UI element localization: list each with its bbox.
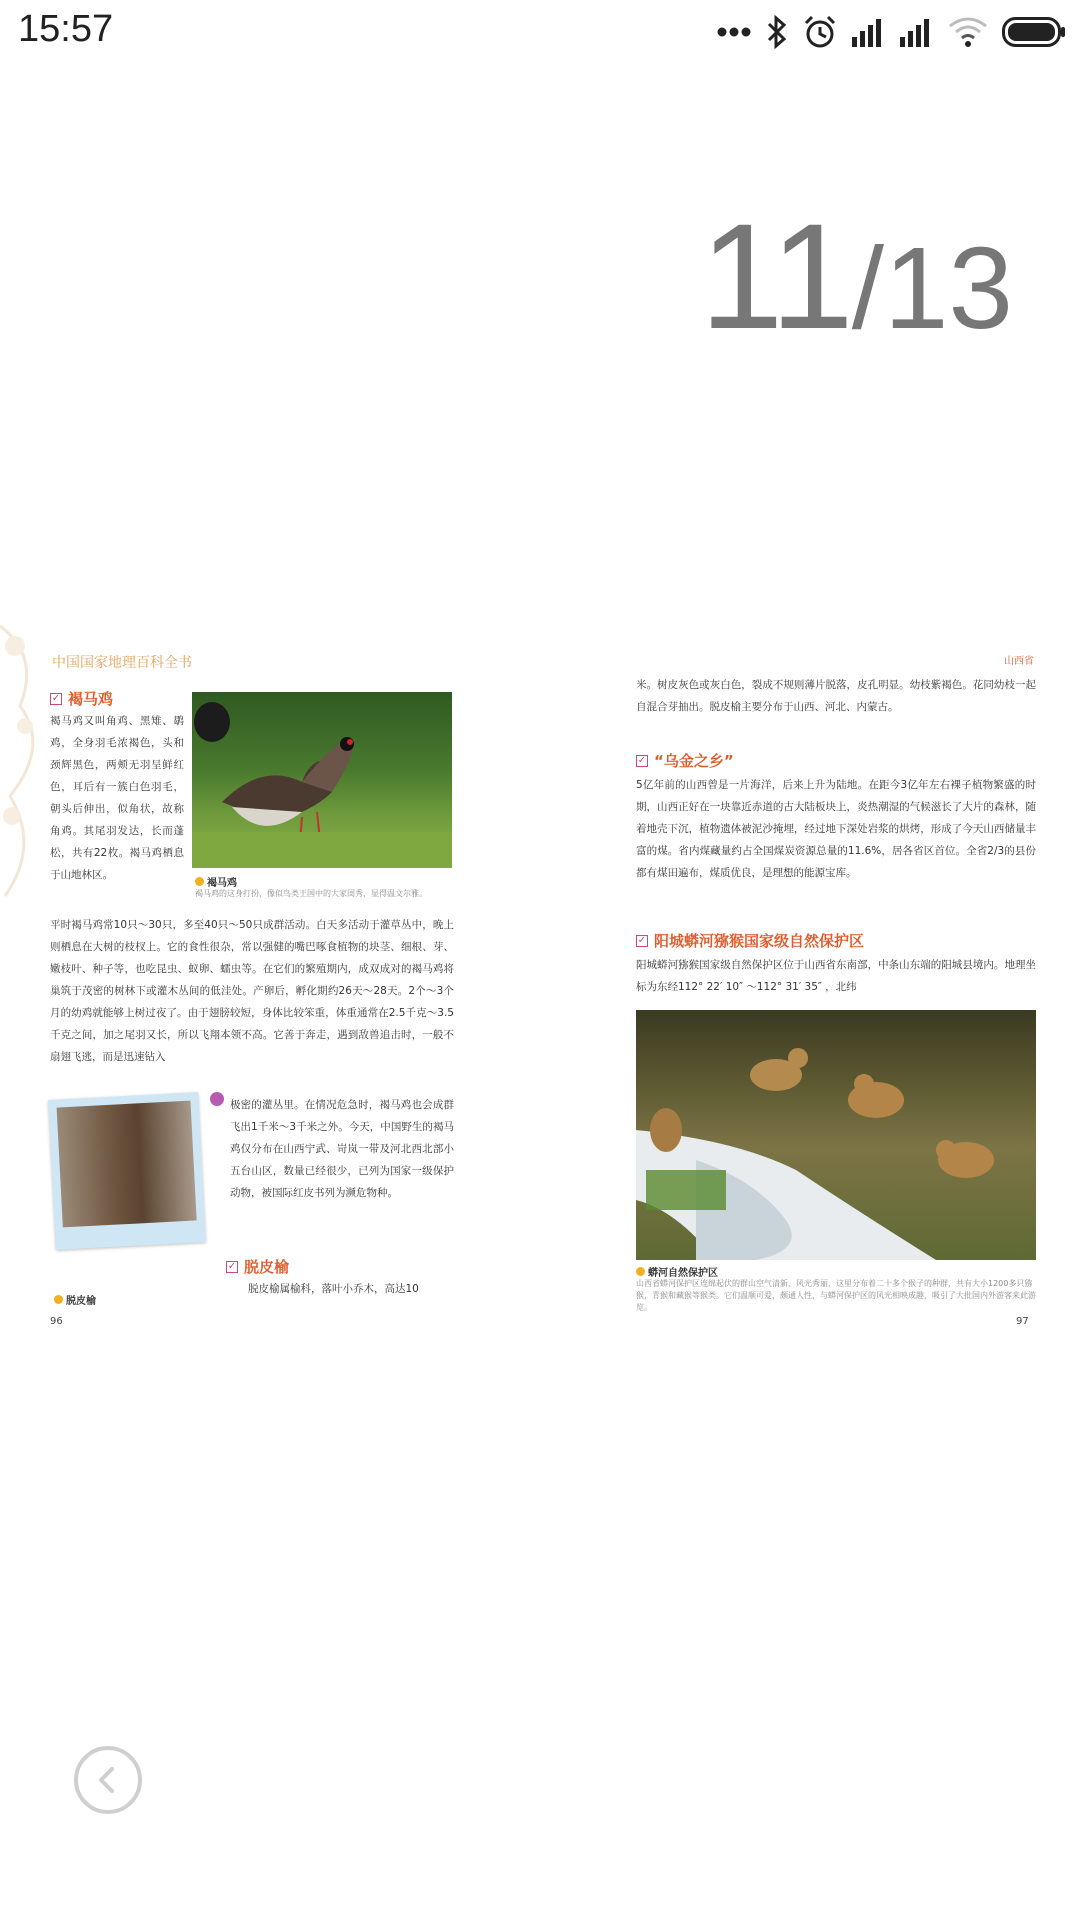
status-bar (0, 0, 1080, 64)
section-body-text: 脱皮榆属榆科，落叶小乔木，高达10 (248, 1283, 419, 1295)
section-body-text: 阳城蟒河猕猴国家级自然保护区位于山西省东南部，中条山东端的阳城县境内。地理坐标为东经112° 22′ 10″ ～112° 31′ 35″ ，北纬 (636, 959, 1036, 993)
current-page-number: 11 (700, 192, 852, 360)
book-spread-image[interactable] (0, 616, 1080, 1336)
more-notifications-icon (716, 26, 752, 38)
photo-macaques-stream (636, 1010, 1036, 1260)
wifi-icon (948, 16, 988, 48)
caption-bullet-icon (54, 1295, 63, 1304)
check-icon: ✓ (227, 1260, 237, 1272)
pin-icon (210, 1092, 224, 1106)
check-icon: ✓ (637, 754, 647, 766)
section-heading-brown-eared-pheasant (50, 688, 113, 709)
page-number: 96 (50, 1316, 63, 1327)
left-page (0, 616, 540, 1336)
back-button[interactable] (74, 1746, 142, 1814)
section-body-continued: 极密的灌丛里。在情况危急时，褐马鸡也会成群飞出1千米～3千米之外。今天，中国野生的褐马鸡仅分布在山西宁武、岢岚一带及河北西北部小五台山区，数量已经很少，已列为国家一级保护动物，被国际红皮书列为濒危物种。 (230, 1099, 454, 1199)
section-intro-text: 褐马鸡又叫角鸡、黑雉、鹖鸡，全身羽毛浓褐色，头和颈辉黑色，两颊无羽呈鲜红色，耳后有一簇白色羽毛，朝头后伸出，似角状，故称角鸡。其尾羽发达，长而蓬松，共有22枚。褐马鸡栖息于山地林区。 (50, 715, 184, 881)
photo-frame (48, 1092, 206, 1250)
section-body-text: 平时褐马鸡常10只～30只，多至40只～50只成群活动。白天多活动于灌草丛中，晚上则栖息在大树的枝杈上。它的食性很杂，常以强健的嘴巴啄食植物的块茎、细根、芽、嫩枝叶、种子等，也吃昆虫、蚁卵、蠕虫等。在它们的繁殖期内，成双成对的褐马鸡将巢筑于茂密的树林下或灌木丛间的低洼处。产卵后，孵化期约26天～28天。2个～3个月的幼鸡就能够上树过夜了。由于翅膀较短，身体比较笨重，体重通常在2.5千克～3.5千克之间，加之尾羽又长，所以飞翔本领不高。它善于奔走，遇到敌兽追击时，一般不扇翅飞逃，而是迅速钻入 (50, 919, 454, 1063)
section-heading-elm (226, 1256, 289, 1277)
alarm-icon (802, 14, 838, 50)
photo-caption: 脱皮榆 (54, 1292, 96, 1307)
battery-icon (1002, 17, 1066, 47)
section-body-text: 米。树皮灰色或灰白色，裂成不规则薄片脱落，皮孔明显。幼枝紫褐色。花同幼枝一起自混合芽抽出。脱皮榆主要分布于山西、河北、内蒙古。 (636, 679, 1036, 713)
signal-icon (852, 17, 886, 47)
book-series-title: 中国国家地理百科全书 (52, 655, 192, 671)
section-title: “乌金之乡” (654, 752, 734, 770)
section-heading-reserve (636, 930, 864, 951)
section-title: 褐马鸡 (68, 690, 114, 708)
status-time: 15:57 (18, 8, 114, 50)
right-page (540, 616, 1080, 1336)
back-chevron-icon (93, 1765, 123, 1795)
caption-bullet-icon (636, 1267, 645, 1276)
section-title: 脱皮榆 (244, 1258, 290, 1276)
bluetooth-icon (766, 15, 788, 49)
photo-brown-eared-pheasant (192, 692, 452, 868)
total-pages: /13 (851, 223, 1013, 353)
section-title: 阳城蟒河猕猴国家级自然保护区 (654, 932, 865, 950)
photo-caption-text: 山西省蟒河保护区连绵起伏的群山空气清新、风光秀丽，这里分布着二十多个猴子的种群，共有大小1200多只猕猴，青猴和藏猴等猴类。它们温顺可爱，颇通人性，与蟒河保护区的风光相映成趣，吸引了大批国内外游客来此游览。 (636, 1279, 1036, 1312)
status-icons (716, 10, 1066, 54)
province-label: 山西省 (1004, 656, 1034, 667)
signal-icon-2 (900, 17, 934, 47)
page-counter (700, 190, 1013, 363)
photo-caption-text: 褐马鸡的这身打扮，像似鸟类王国中的大家闺秀，显得温文尔雅。 (195, 889, 427, 898)
check-icon: ✓ (51, 692, 61, 704)
photo-caption: 褐马鸡 (195, 874, 237, 889)
photo-caption: 蟒河自然保护区 (636, 1264, 718, 1279)
section-heading-coal (636, 750, 734, 771)
caption-bullet-icon (195, 877, 204, 886)
photo-elm-bark (57, 1101, 197, 1228)
section-body-text: 5亿年前的山西曾是一片海洋，后来上升为陆地。在距今3亿年左右裸子植物繁盛的时期，山西正好在一块靠近赤道的古大陆板块上，炎热潮湿的气候滋长了大片的森林，随着地壳下沉，植物遗体被泥沙掩埋，经过地下深处岩浆的烘烤，形成了今天山西储量丰富的煤。省内煤藏量约占全国煤炭资源总量的11.6%，居各省区首位。全省2/3的县份都有煤田遍布，煤质优良，是理想的能源宝库。 (636, 779, 1036, 879)
check-icon: ✓ (637, 934, 647, 946)
page-number: 97 (1016, 1316, 1029, 1327)
